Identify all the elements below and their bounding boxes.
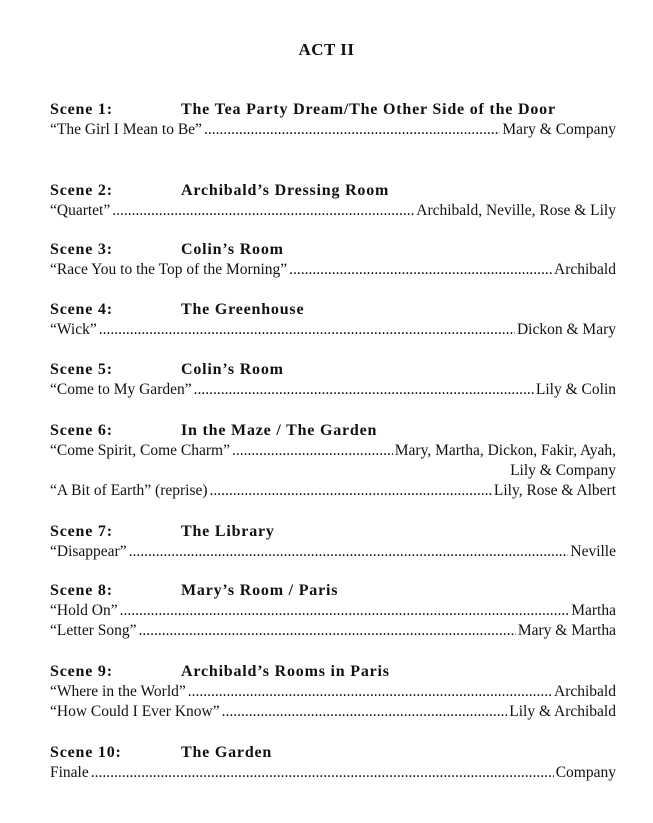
- dot-leader: [188, 682, 552, 702]
- dot-leader: [194, 380, 534, 400]
- dot-leader: [129, 542, 569, 562]
- song-performers: Neville: [570, 543, 616, 560]
- dot-leader: [120, 601, 570, 621]
- song-line: [50, 702, 616, 722]
- scene-title: Archibald’s Dressing Room: [181, 182, 390, 199]
- scene-heading: [50, 421, 616, 441]
- scene-number: Scene 7:: [50, 523, 113, 540]
- scene-title: Mary’s Room / Paris: [181, 582, 339, 599]
- song-performers: Mary & Martha: [517, 622, 616, 639]
- song-performers: Lily, Rose & Albert: [493, 482, 616, 499]
- song-title: “Come to My Garden”: [50, 381, 192, 398]
- song-title: “Come Spirit, Come Charm”: [50, 442, 230, 459]
- song-title: “Disappear”: [50, 543, 127, 560]
- scene-number: Scene 5:: [50, 361, 113, 378]
- scene-number: Scene 1:: [50, 101, 113, 118]
- scene-block: [50, 743, 616, 783]
- song-title: “Letter Song”: [50, 622, 137, 639]
- song-title: “Wick”: [50, 321, 97, 338]
- song-performers: Archibald, Neville, Rose & Lily: [416, 202, 616, 219]
- scene-heading: [50, 240, 616, 260]
- song-title: Finale: [50, 764, 89, 781]
- scene-title: In the Maze / The Garden: [181, 422, 378, 439]
- song-performers: Archibald: [554, 261, 616, 278]
- song-title: “How Could I Ever Know”: [50, 703, 220, 720]
- scene-title: Colin’s Room: [181, 241, 284, 258]
- dot-leader: [91, 763, 554, 783]
- song-line: [50, 320, 616, 340]
- dot-leader: [232, 441, 393, 461]
- song-performers: Mary, Martha, Dickon, Fakir, Ayah,: [394, 442, 616, 459]
- song-line: [50, 380, 616, 400]
- scene-number: Scene 8:: [50, 582, 113, 599]
- scene-number: Scene 9:: [50, 663, 113, 680]
- song-performers: Martha: [571, 602, 616, 619]
- scene-block: [50, 662, 616, 722]
- scene-heading: [50, 300, 616, 320]
- scene-number: Scene 3:: [50, 241, 113, 258]
- song-performers: Lily & Archibald: [509, 703, 616, 720]
- song-title: “Quartet”: [50, 202, 111, 219]
- song-title: “Where in the World”: [50, 683, 186, 700]
- song-title: “The Girl I Mean to Be”: [50, 121, 202, 138]
- dot-leader: [210, 481, 492, 501]
- scene-heading: [50, 522, 616, 542]
- scene-number: Scene 2:: [50, 182, 113, 199]
- dot-leader: [289, 260, 552, 280]
- song-line: [50, 481, 616, 501]
- song-line: [50, 763, 616, 783]
- scene-block: [50, 181, 616, 221]
- dot-leader: [204, 120, 500, 140]
- song-performers: Mary & Company: [502, 121, 616, 138]
- scene-block: [50, 581, 616, 641]
- song-line: [50, 201, 616, 221]
- scene-heading: [50, 662, 616, 682]
- song-performers-continued: Lily & Company: [510, 462, 616, 479]
- song-line: [50, 441, 616, 461]
- scene-number: Scene 4:: [50, 301, 113, 318]
- scene-block: [50, 240, 616, 280]
- scene-block: [50, 421, 616, 501]
- song-line: [50, 682, 616, 702]
- song-line: [50, 120, 616, 140]
- song-line: [50, 601, 616, 621]
- song-title: “Race You to the Top of the Morning”: [50, 261, 288, 278]
- song-line: [50, 621, 616, 641]
- song-performers: Dickon & Mary: [516, 321, 616, 338]
- scene-title: The Tea Party Dream/The Other Side of the Door: [181, 101, 556, 118]
- dot-leader: [112, 201, 414, 221]
- song-title: “A Bit of Earth” (reprise): [50, 482, 208, 499]
- scene-heading: [50, 100, 616, 120]
- dot-leader: [139, 621, 516, 641]
- scene-number: Scene 6:: [50, 422, 113, 439]
- song-line: [50, 260, 616, 280]
- song-performers: Lily & Colin: [535, 381, 616, 398]
- scene-heading: [50, 181, 616, 201]
- dot-leader: [222, 702, 508, 722]
- song-line: [50, 542, 616, 562]
- scene-heading: [50, 743, 616, 763]
- scene-block: [50, 100, 616, 140]
- song-performers: Archibald: [554, 683, 616, 700]
- scene-title: The Library: [181, 523, 275, 540]
- scene-block: [50, 300, 616, 340]
- scene-number: Scene 10:: [50, 744, 122, 761]
- scene-heading: [50, 360, 616, 380]
- scene-heading: [50, 581, 616, 601]
- song-performers: Company: [555, 764, 616, 781]
- scene-title: Archibald’s Rooms in Paris: [181, 663, 390, 680]
- scene-title: The Greenhouse: [181, 301, 305, 318]
- act-title: ACT II: [298, 40, 355, 59]
- scene-block: [50, 360, 616, 400]
- dot-leader: [99, 320, 515, 340]
- scene-block: [50, 522, 616, 562]
- song-title: “Hold On”: [50, 602, 118, 619]
- scene-title: The Garden: [181, 744, 273, 761]
- scene-title: Colin’s Room: [181, 361, 284, 378]
